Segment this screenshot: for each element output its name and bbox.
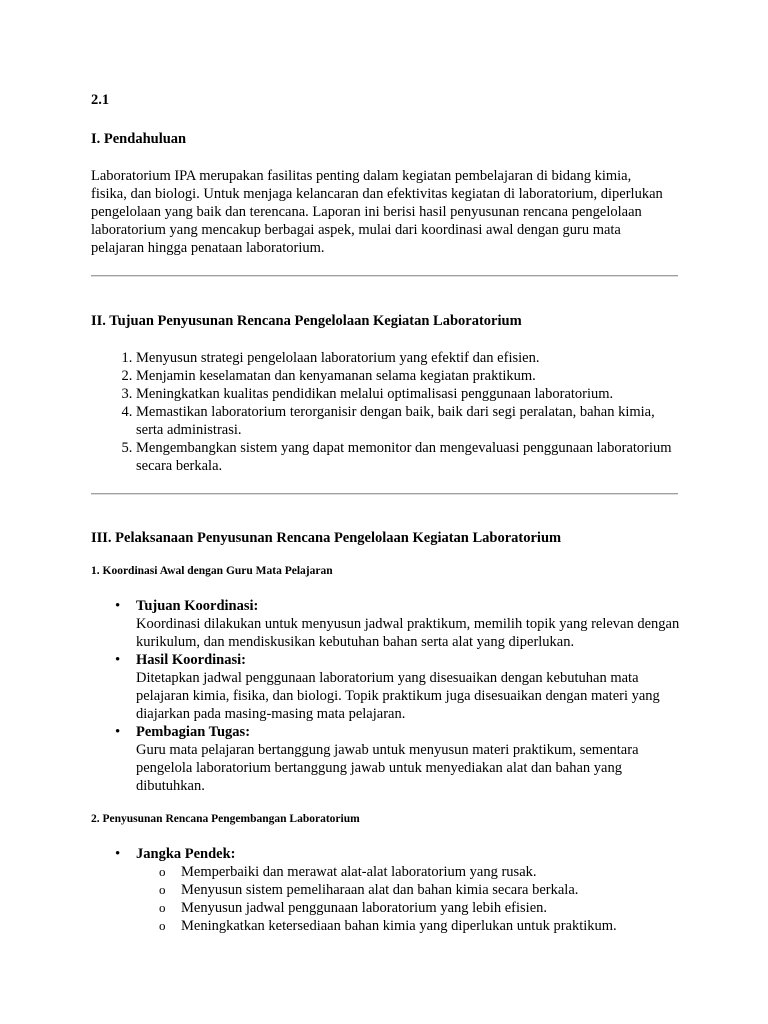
list-item: 2. Menjamin keselamatan dan kenyamanan selama kegiatan praktikum. — [136, 367, 681, 385]
list-item — [136, 597, 681, 651]
bullet-label: • Jangka Pendek: — [136, 846, 236, 862]
koordinasi-list — [91, 597, 681, 795]
list-item — [136, 723, 681, 795]
list-item — [136, 845, 681, 935]
subheading-pengembangan: 2. Penyusunan Rencana Pengembangan Laboratorium — [91, 813, 360, 825]
heading-pelaksanaan: III. Pelaksanaan Penyusunan Rencana Pengelolaan Kegiatan Laboratorium — [91, 530, 562, 546]
sub-list-item: o Menyusun sistem pemeliharaan alat dan bahan kimia secara berkala. — [181, 881, 681, 899]
list-item: 1. Menyusun strategi pengelolaan laboratorium yang efektif dan efisien. — [136, 349, 681, 367]
heading-pendahuluan: I. Pendahuluan — [91, 131, 187, 147]
pengembangan-list — [91, 845, 681, 935]
tujuan-list — [91, 349, 681, 475]
pendahuluan-paragraph: Laboratorium IPA merupakan fasilitas penting dalam kegiatan pembelajaran di bidang kimia, fisika, dan biologi. Untuk menjaga kelancaran dan efektivitas kegiatan di laboratorium, diperlukan pengelolaan yang baik dan terencana. Laporan ini berisi hasil penyusunan rencana pengelolaan laboratorium yang mencakup berbagai aspek, mulai dari koordinasi awal dengan guru mata pelajaran hingga penataan laboratorium. — [91, 168, 663, 256]
subheading-koordinasi: 1. Koordinasi Awal dengan Guru Mata Pelajaran — [91, 565, 333, 577]
bullet-label: • Hasil Koordinasi: — [136, 652, 246, 668]
sub-list-item: o Meningkatkan ketersediaan bahan kimia yang diperlukan untuk praktikum. — [181, 917, 681, 935]
section-number: 2.1 — [91, 92, 110, 108]
heading-tujuan: II. Tujuan Penyusunan Rencana Pengelolaan Kegiatan Laboratorium — [91, 313, 522, 329]
bullet-text: Ditetapkan jadwal penggunaan laboratorium yang disesuaikan dengan kebutuhan mata pelajaran kimia, fisika, dan biologi. Topik praktikum juga disesuaikan dengan materi yang diajarkan pada masing-masing mata pelajaran. — [136, 670, 660, 722]
list-item: 4. Memastikan laboratorium terorganisir dengan baik, baik dari segi peralatan, bahan kimia, serta administrasi. — [136, 403, 681, 439]
list-item: 5. Mengembangkan sistem yang dapat memonitor dan mengevaluasi penggunaan laboratorium secara berkala. — [136, 439, 681, 475]
divider — [91, 275, 678, 277]
bullet-text: Guru mata pelajaran bertanggung jawab untuk menyusun materi praktikum, sementara pengelola laboratorium bertanggung jawab untuk menyediakan alat dan bahan yang dibutuhkan. — [136, 742, 639, 794]
list-item: 3. Meningkatkan kualitas pendidikan melalui optimalisasi penggunaan laboratorium. — [136, 385, 681, 403]
bullet-label: • Tujuan Koordinasi: — [136, 598, 259, 614]
divider — [91, 493, 678, 495]
sub-list-item: o Menyusun jadwal penggunaan laboratorium yang lebih efisien. — [181, 899, 681, 917]
bullet-text: Koordinasi dilakukan untuk menyusun jadwal praktikum, memilih topik yang relevan dengan kurikulum, dan mendiskusikan kebutuhan bahan serta alat yang diperlukan. — [136, 616, 680, 650]
sub-list — [136, 863, 681, 935]
document-page — [91, 91, 681, 935]
bullet-label: • Pembagian Tugas: — [136, 724, 251, 740]
sub-list-item: o Memperbaiki dan merawat alat-alat laboratorium yang rusak. — [181, 863, 681, 881]
list-item — [136, 651, 681, 723]
